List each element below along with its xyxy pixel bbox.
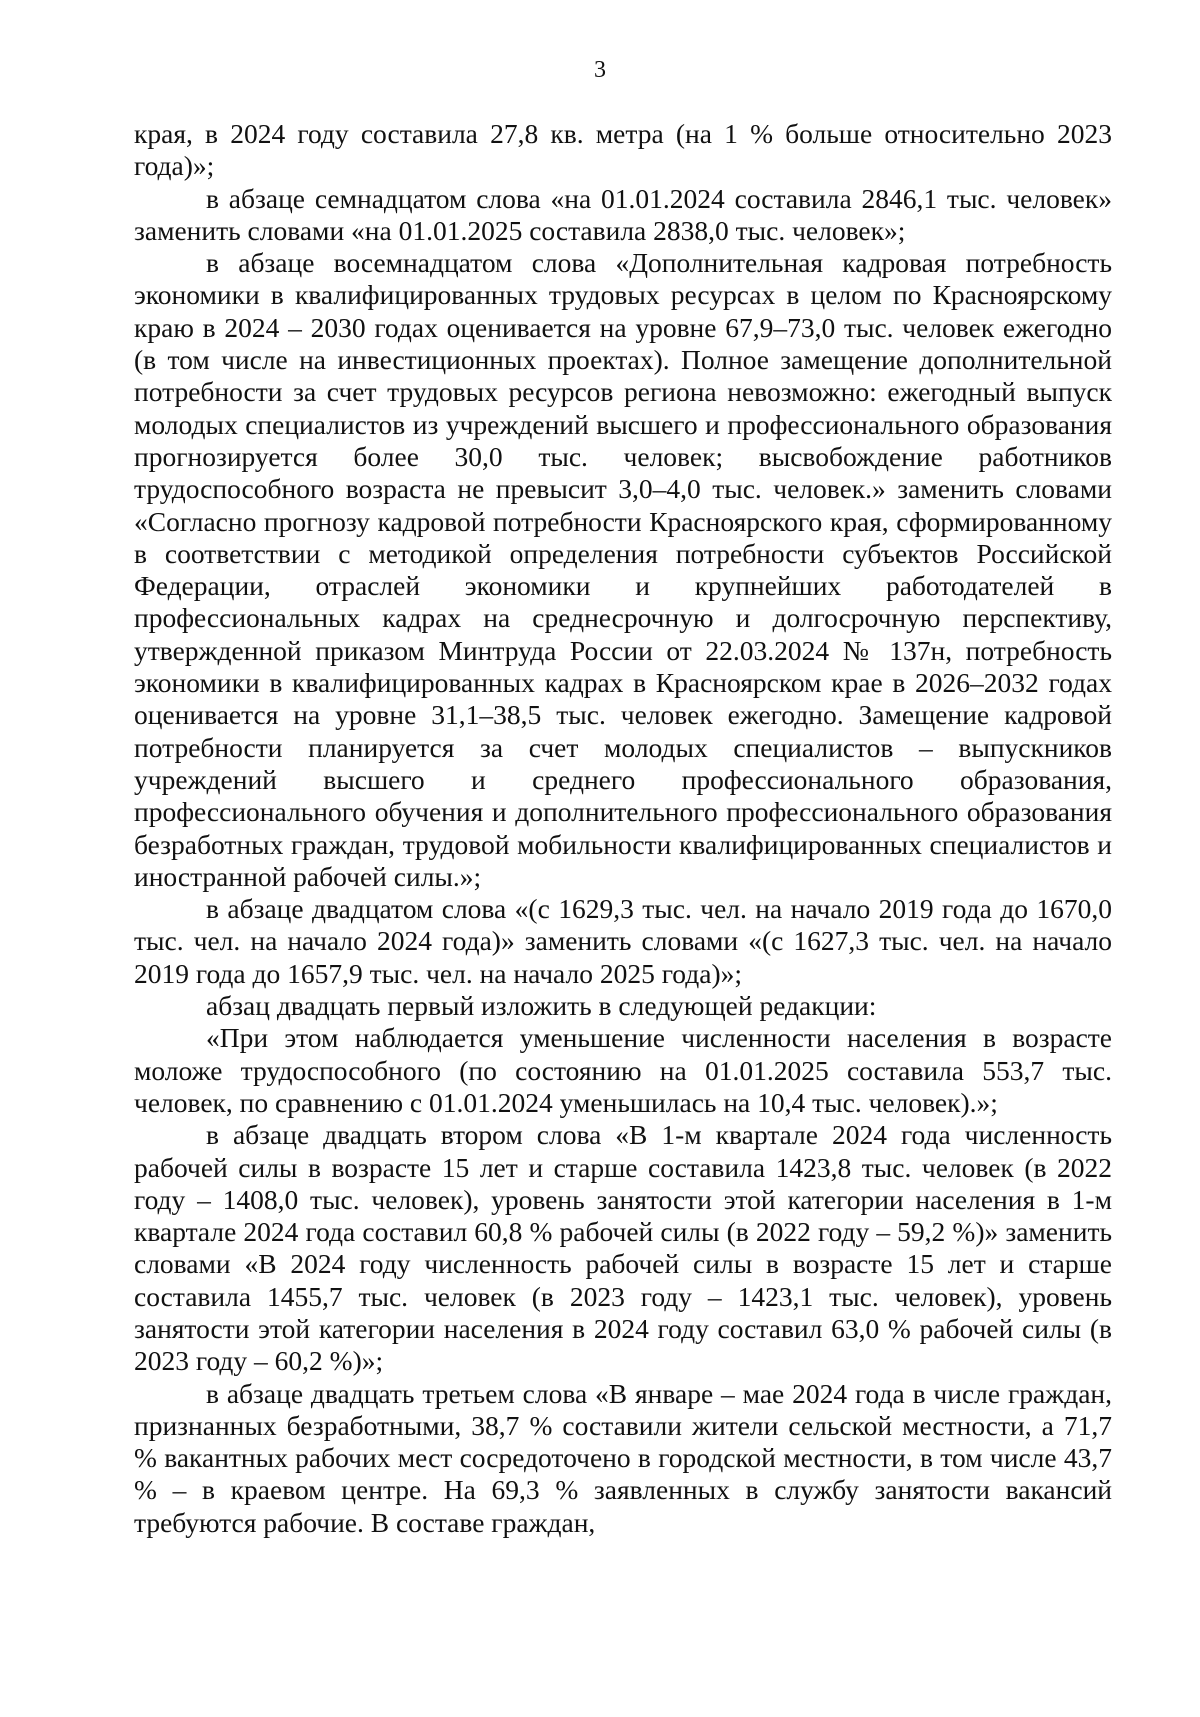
paragraph-5: абзац двадцать первый изложить в следующей редакции:: [206, 990, 877, 1022]
paragraph-1: края, в 2024 году составила 27,8 кв. метра (на 1 % больше относительно 2023 года)»;: [134, 118, 1112, 182]
document-body: [134, 118, 1112, 1539]
paragraph-4: в абзаце двадцатом слова «(с 1629,3 тыс. чел. на начало 2019 года до 1670,0 тыс. чел. на начало 2024 года)» заменить словами «(с 1627,3 тыс. чел. на начало 2019 года до 1657,9 тыс. чел. на начало 2025 года)»;: [134, 893, 1112, 989]
paragraph-8: в абзаце двадцать третьем слова «В январе – мае 2024 года в числе граждан, признанных безработными, 38,7 % составили жители сельской местности, а 71,7 % вакантных рабочих мест сосредоточено в городской местности, в том числе 43,7 % – в краевом центре. На 69,3 % заявленных в службу занятости вакансий требуются рабочие. В составе граждан,: [134, 1377, 1112, 1538]
paragraph-6: «При этом наблюдается уменьшение численности населения в возрасте моложе трудоспособного (по состоянию на 01.01.2025 составила 553,7 тыс. человек, по сравнению с 01.01.2024 уменьшилась на 10,4 тыс. человек).»;: [134, 1022, 1112, 1118]
paragraph-7: в абзаце двадцать втором слова «В 1-м квартале 2024 года численность рабочей силы в возрасте 15 лет и старше составила 1423,8 тыс. человек (в 2022 году – 1408,0 тыс. человек), уровень занятости этой категории населения в 1-м квартале 2024 года составил 60,8 % рабочей силы (в 2022 году – 59,2 %)» заменить словами «В 2024 году численность рабочей силы в возрасте 15 лет и старше составила 1455,7 тыс. человек (в 2023 году – 1423,1 тыс. человек), уровень занятости этой категории населения в 2024 году составил 63,0 % рабочей силы (в 2023 году – 60,2 %)»;: [134, 1119, 1112, 1377]
page-number: 3: [594, 57, 606, 83]
paragraph-2: в абзаце семнадцатом слова «на 01.01.2024 составила 2846,1 тыс. человек» заменить словами «на 01.01.2025 составила 2838,0 тыс. человек»;: [134, 182, 1112, 246]
paragraph-3: в абзаце восемнадцатом слова «Дополнительная кадровая потребность экономики в квалифицированных трудовых ресурсах в целом по Красноярскому краю в 2024 – 2030 годах оценивается на уровне 67,9–73,0 тыс. человек ежегодно (в том числе на инвестиционных проектах). Полное замещение дополнительной потребности за счет трудовых ресурсов региона невозможно: ежегодный выпуск молодых специалистов из учреждений высшего и профессионального образования прогнозируется более 30,0 тыс. человек; высвобождение работников трудоспособного возраста не превысит 3,0–4,0 тыс. человек.» заменить словами «Согласно прогнозу кадровой потребности Красноярского края, сформированному в соответствии с методикой определения потребности субъектов Российской Федерации, отраслей экономики и крупнейших работодателей в профессиональных кадрах на среднесрочную и долгосрочную перспективу, утвержденной приказом Минтруда России от 22.03.2024 № 137н, потребность экономики в квалифицированных кадрах в Красноярском крае в 2026–2032 годах оценивается на уровне 31,1–38,5 тыс. человек ежегодно. Замещение кадровой потребности планируется за счет молодых специалистов – выпускников учреждений высшего и среднего профессионального образования, профессионального обучения и дополнительного профессионального образования безработных граждан, трудовой мобильности квалифицированных специалистов и иностранной рабочей силы.»;: [134, 247, 1112, 892]
